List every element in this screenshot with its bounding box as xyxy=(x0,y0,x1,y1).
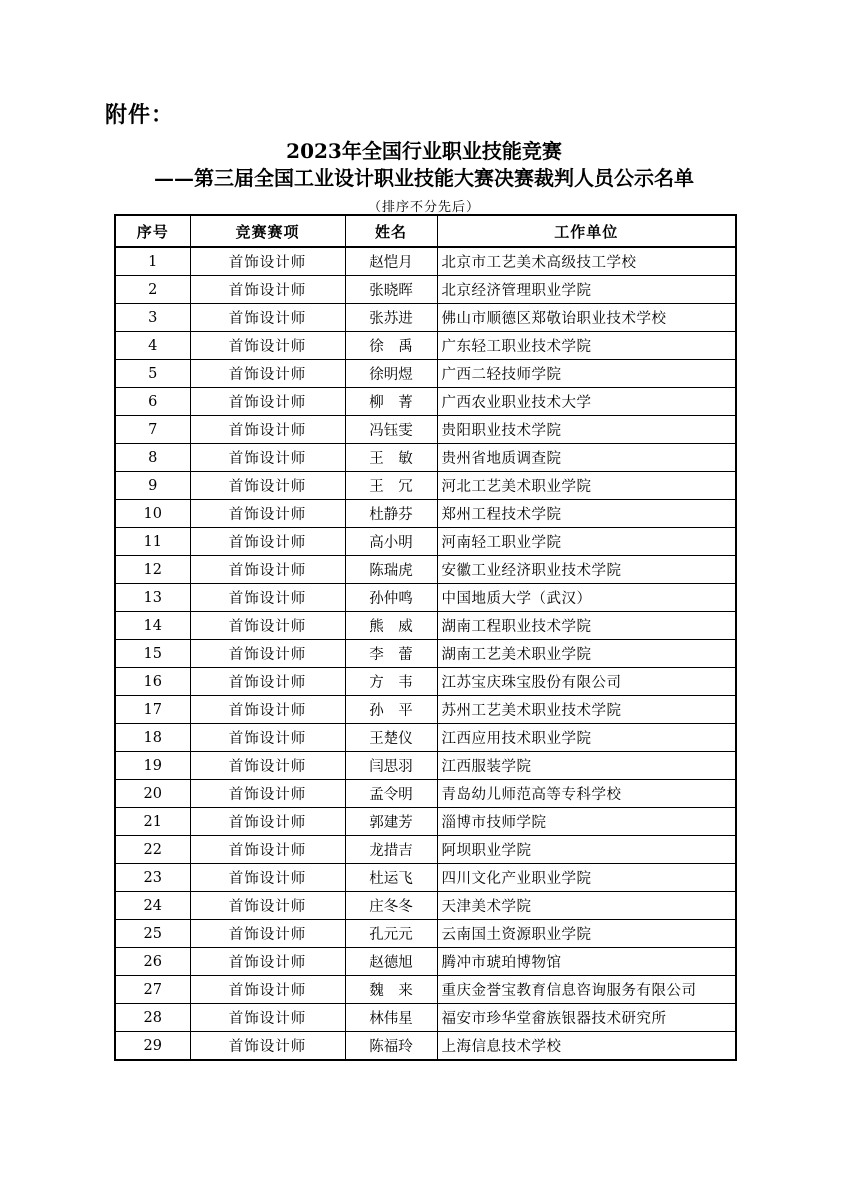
cell-unit: 广西农业职业技术大学 xyxy=(437,388,736,416)
table-body xyxy=(115,247,736,1060)
table-row xyxy=(115,668,736,696)
cell-name: 杜静芬 xyxy=(345,500,437,528)
table-row xyxy=(115,752,736,780)
document-title-line2: ——第三届全国工业设计职业技能大赛决赛裁判人员公示名单 xyxy=(154,166,694,190)
cell-name: 高小明 xyxy=(345,528,437,556)
cell-unit: 腾冲市琥珀博物馆 xyxy=(437,948,736,976)
cell-unit: 江西服装学院 xyxy=(437,752,736,780)
cell-seq: 28 xyxy=(115,1004,190,1032)
cell-name: 冯钰雯 xyxy=(345,416,437,444)
cell-event: 首饰设计师 xyxy=(190,612,345,640)
cell-event: 首饰设计师 xyxy=(190,304,345,332)
table-row xyxy=(115,500,736,528)
cell-unit: 广东轻工职业技术学院 xyxy=(437,332,736,360)
cell-name: 孙 平 xyxy=(345,696,437,724)
table-row xyxy=(115,416,736,444)
judges-table xyxy=(114,214,737,1061)
cell-name: 庄冬冬 xyxy=(345,892,437,920)
cell-event: 首饰设计师 xyxy=(190,836,345,864)
cell-event: 首饰设计师 xyxy=(190,500,345,528)
cell-unit: 淄博市技师学院 xyxy=(437,808,736,836)
cell-event: 首饰设计师 xyxy=(190,920,345,948)
cell-seq: 4 xyxy=(115,332,190,360)
cell-seq: 10 xyxy=(115,500,190,528)
document-title-line1: 2023年全国行业职业技能竞赛 xyxy=(286,139,562,163)
table-row xyxy=(115,444,736,472)
cell-unit: 河北工艺美术职业学院 xyxy=(437,472,736,500)
cell-unit: 江西应用技术职业学院 xyxy=(437,724,736,752)
cell-name: 陈瑞虎 xyxy=(345,556,437,584)
cell-name: 张苏进 xyxy=(345,304,437,332)
cell-name: 陈福玲 xyxy=(345,1032,437,1061)
cell-name: 徐 禹 xyxy=(345,332,437,360)
cell-event: 首饰设计师 xyxy=(190,780,345,808)
attachment-label: 附件： xyxy=(105,102,175,128)
cell-seq: 25 xyxy=(115,920,190,948)
cell-seq: 6 xyxy=(115,388,190,416)
cell-event: 首饰设计师 xyxy=(190,640,345,668)
cell-seq: 7 xyxy=(115,416,190,444)
cell-event: 首饰设计师 xyxy=(190,388,345,416)
cell-seq: 14 xyxy=(115,612,190,640)
cell-seq: 3 xyxy=(115,304,190,332)
table-row xyxy=(115,388,736,416)
cell-seq: 12 xyxy=(115,556,190,584)
cell-unit: 贵阳职业技术学院 xyxy=(437,416,736,444)
cell-event: 首饰设计师 xyxy=(190,696,345,724)
header-event: 竞赛赛项 xyxy=(190,215,345,247)
cell-name: 杜运飞 xyxy=(345,864,437,892)
table-row xyxy=(115,247,736,276)
cell-name: 李 蕾 xyxy=(345,640,437,668)
cell-seq: 16 xyxy=(115,668,190,696)
table-row xyxy=(115,1032,736,1061)
cell-seq: 17 xyxy=(115,696,190,724)
table-row xyxy=(115,1004,736,1032)
cell-unit: 天津美术学院 xyxy=(437,892,736,920)
cell-seq: 2 xyxy=(115,276,190,304)
cell-seq: 9 xyxy=(115,472,190,500)
cell-event: 首饰设计师 xyxy=(190,724,345,752)
cell-seq: 20 xyxy=(115,780,190,808)
header-seq: 序号 xyxy=(115,215,190,247)
cell-seq: 19 xyxy=(115,752,190,780)
cell-unit: 福安市珍华堂畲族银器技术研究所 xyxy=(437,1004,736,1032)
table-row xyxy=(115,724,736,752)
cell-name: 闫思羽 xyxy=(345,752,437,780)
table-row xyxy=(115,920,736,948)
title-block xyxy=(0,138,848,192)
table-row xyxy=(115,584,736,612)
cell-unit: 江苏宝庆珠宝股份有限公司 xyxy=(437,668,736,696)
cell-unit: 阿坝职业学院 xyxy=(437,836,736,864)
cell-seq: 27 xyxy=(115,976,190,1004)
cell-seq: 13 xyxy=(115,584,190,612)
table-row xyxy=(115,864,736,892)
cell-name: 孔元元 xyxy=(345,920,437,948)
cell-event: 首饰设计师 xyxy=(190,416,345,444)
table-row xyxy=(115,948,736,976)
table-row xyxy=(115,304,736,332)
table-row xyxy=(115,640,736,668)
table-row xyxy=(115,892,736,920)
cell-name: 王 冗 xyxy=(345,472,437,500)
cell-event: 首饰设计师 xyxy=(190,360,345,388)
cell-event: 首饰设计师 xyxy=(190,472,345,500)
cell-event: 首饰设计师 xyxy=(190,752,345,780)
sort-order-note: （排序不分先后） xyxy=(367,200,480,215)
cell-event: 首饰设计师 xyxy=(190,444,345,472)
cell-unit: 中国地质大学（武汉） xyxy=(437,584,736,612)
cell-name: 赵恺月 xyxy=(345,247,437,276)
cell-seq: 29 xyxy=(115,1032,190,1061)
table-row xyxy=(115,332,736,360)
cell-unit: 广西二轻技师学院 xyxy=(437,360,736,388)
table-row xyxy=(115,528,736,556)
table-row xyxy=(115,276,736,304)
header-name: 姓名 xyxy=(345,215,437,247)
cell-seq: 8 xyxy=(115,444,190,472)
cell-event: 首饰设计师 xyxy=(190,976,345,1004)
cell-unit: 北京经济管理职业学院 xyxy=(437,276,736,304)
cell-event: 首饰设计师 xyxy=(190,1004,345,1032)
cell-name: 魏 来 xyxy=(345,976,437,1004)
cell-event: 首饰设计师 xyxy=(190,1032,345,1061)
cell-unit: 北京市工艺美术高级技工学校 xyxy=(437,247,736,276)
cell-event: 首饰设计师 xyxy=(190,247,345,276)
cell-unit: 安徽工业经济职业技术学院 xyxy=(437,556,736,584)
cell-seq: 22 xyxy=(115,836,190,864)
table-row xyxy=(115,808,736,836)
cell-unit: 郑州工程技术学院 xyxy=(437,500,736,528)
cell-name: 孟令明 xyxy=(345,780,437,808)
cell-unit: 湖南工程职业技术学院 xyxy=(437,612,736,640)
cell-event: 首饰设计师 xyxy=(190,948,345,976)
cell-seq: 5 xyxy=(115,360,190,388)
table-row xyxy=(115,696,736,724)
cell-seq: 11 xyxy=(115,528,190,556)
table-row xyxy=(115,472,736,500)
cell-unit: 佛山市顺德区郑敬诒职业技术学校 xyxy=(437,304,736,332)
table-row xyxy=(115,836,736,864)
header-unit: 工作单位 xyxy=(437,215,736,247)
cell-event: 首饰设计师 xyxy=(190,276,345,304)
cell-event: 首饰设计师 xyxy=(190,668,345,696)
table-header-row xyxy=(115,215,736,247)
cell-seq: 18 xyxy=(115,724,190,752)
cell-event: 首饰设计师 xyxy=(190,332,345,360)
table-row xyxy=(115,780,736,808)
cell-event: 首饰设计师 xyxy=(190,808,345,836)
cell-unit: 青岛幼儿师范高等专科学校 xyxy=(437,780,736,808)
table-header xyxy=(115,215,736,247)
cell-name: 王楚仪 xyxy=(345,724,437,752)
cell-name: 龙措吉 xyxy=(345,836,437,864)
cell-name: 张晓晖 xyxy=(345,276,437,304)
cell-event: 首饰设计师 xyxy=(190,528,345,556)
cell-name: 赵德旭 xyxy=(345,948,437,976)
cell-event: 首饰设计师 xyxy=(190,892,345,920)
cell-event: 首饰设计师 xyxy=(190,584,345,612)
cell-name: 郭建芳 xyxy=(345,808,437,836)
cell-unit: 上海信息技术学校 xyxy=(437,1032,736,1061)
cell-seq: 1 xyxy=(115,247,190,276)
cell-name: 柳 菁 xyxy=(345,388,437,416)
cell-seq: 26 xyxy=(115,948,190,976)
cell-seq: 15 xyxy=(115,640,190,668)
cell-seq: 24 xyxy=(115,892,190,920)
cell-name: 方 韦 xyxy=(345,668,437,696)
cell-unit: 云南国土资源职业学院 xyxy=(437,920,736,948)
table-row xyxy=(115,360,736,388)
cell-name: 王 敏 xyxy=(345,444,437,472)
table-row xyxy=(115,976,736,1004)
cell-name: 熊 威 xyxy=(345,612,437,640)
cell-unit: 苏州工艺美术职业技术学院 xyxy=(437,696,736,724)
cell-name: 孙仲鸣 xyxy=(345,584,437,612)
cell-unit: 湖南工艺美术职业学院 xyxy=(437,640,736,668)
table-row xyxy=(115,612,736,640)
cell-seq: 23 xyxy=(115,864,190,892)
cell-unit: 贵州省地质调查院 xyxy=(437,444,736,472)
table-row xyxy=(115,556,736,584)
cell-unit: 重庆金誉宝教育信息咨询服务有限公司 xyxy=(437,976,736,1004)
cell-unit: 河南轻工职业学院 xyxy=(437,528,736,556)
cell-event: 首饰设计师 xyxy=(190,864,345,892)
cell-seq: 21 xyxy=(115,808,190,836)
cell-unit: 四川文化产业职业学院 xyxy=(437,864,736,892)
cell-name: 林伟星 xyxy=(345,1004,437,1032)
cell-event: 首饰设计师 xyxy=(190,556,345,584)
cell-name: 徐明煜 xyxy=(345,360,437,388)
